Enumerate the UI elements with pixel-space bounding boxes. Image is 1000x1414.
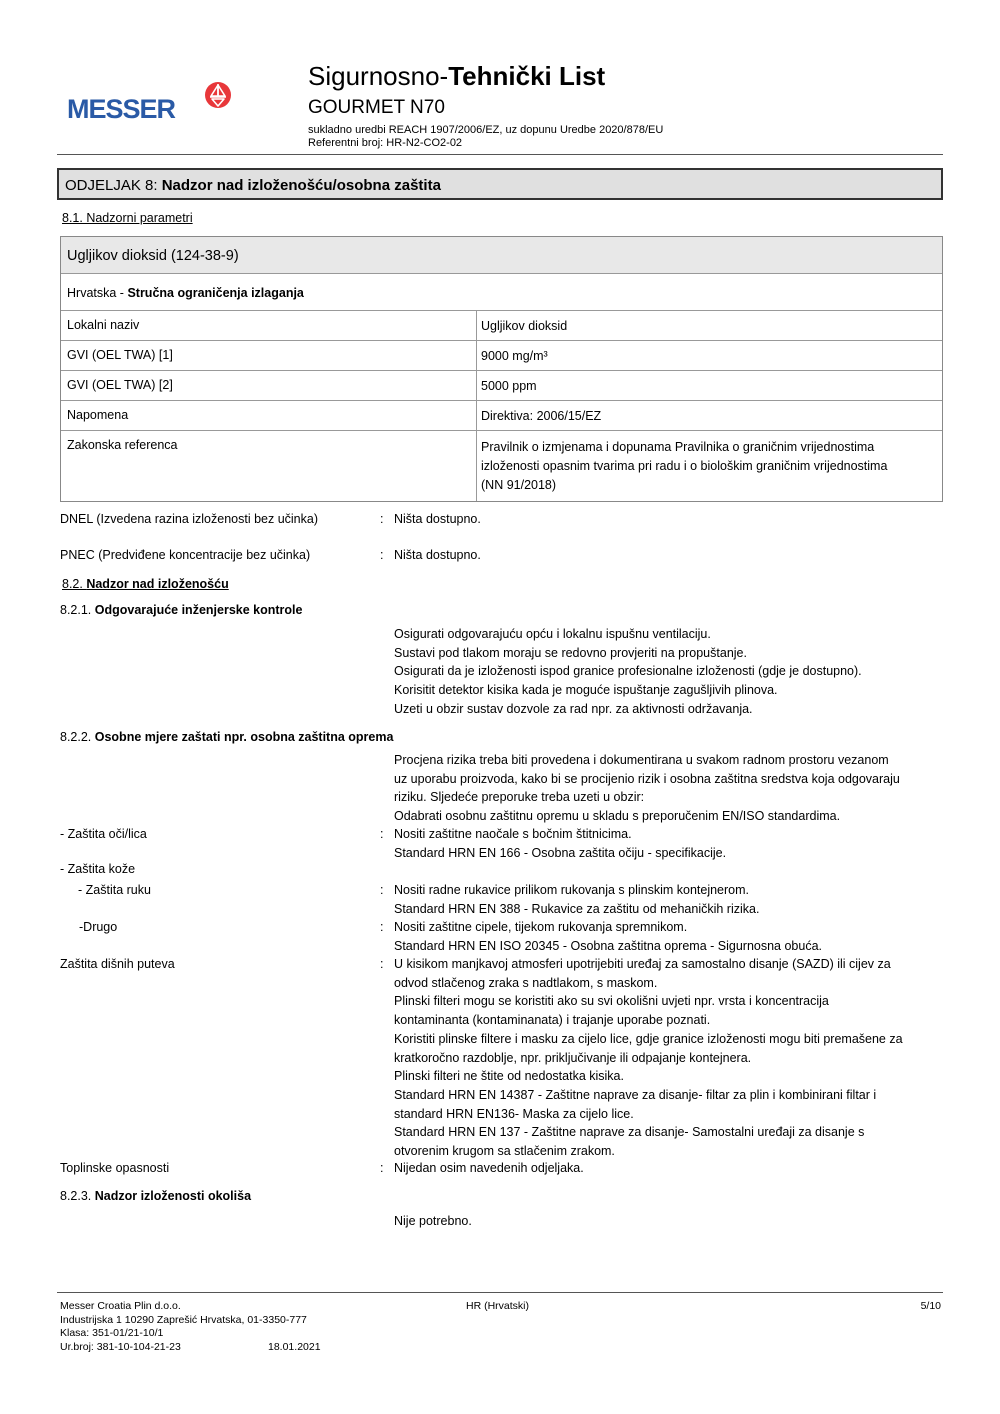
row-value: Direktiva: 2006/15/EZ: [481, 409, 602, 423]
heading-title: Osobne mjere zaštati npr. osobna zaštitna oprema: [94, 730, 394, 744]
dnel-label: DNEL (Izvedena razina izloženosti bez učinka): [60, 512, 318, 526]
text-line: otvorenim krugom sa stlačenim zrakom.: [394, 1144, 615, 1159]
engineering-controls-text: [394, 625, 862, 719]
hand-protection-entry: [60, 881, 945, 918]
exposure-limits-table: [60, 236, 943, 502]
heading-title: Nadzor nad izloženošću: [86, 577, 229, 591]
row-value: Ugljikov dioksid: [481, 319, 568, 333]
header-divider: [57, 154, 943, 155]
text-line: riziku. Sljedeće preporuke treba uzeti u obzir:: [394, 790, 645, 805]
country-limits-header: [61, 274, 942, 311]
heading-number: 8.2.3.: [60, 1189, 95, 1203]
text-line: Nositi zaštitne naočale s bočnim štitnicima.: [394, 827, 632, 841]
section-header: [57, 168, 943, 200]
footer-language: HR (Hrvatski): [466, 1300, 529, 1312]
value-line: Pravilnik o izmjenama i dopunama Pravilnika o graničnim vrijednostima: [481, 440, 875, 454]
heading-number: 8.2.: [62, 577, 87, 591]
text-line: U kisikom manjkavoj atmosferi upotrijebiti uređaj za samostalno disanje (SAZD) ili cijev za: [394, 957, 891, 971]
heading-title: Odgovarajuće inženjerske kontrole: [94, 603, 303, 617]
text-line: Standard HRN EN ISO 20345 - Osobna zaštitna oprema - Sigurnosna obuća.: [394, 938, 823, 953]
klasa: Klasa: 351-01/21-10/1: [60, 1327, 164, 1339]
limits-title: Stručna ograničenja izlaganja: [127, 286, 304, 300]
row-label: Lokalni naziv: [61, 311, 477, 340]
other-protection-entry: [60, 918, 945, 955]
text-line: standard HRN EN136- Maska za cijelo lice.: [394, 1106, 634, 1121]
row-label: Napomena: [61, 401, 477, 430]
heading-title: Nadzor izloženosti okoliša: [94, 1189, 252, 1203]
eye-protection-entry: [60, 825, 945, 862]
table-row: [61, 311, 942, 341]
dnel-entry: [60, 510, 945, 529]
row-label: Zakonska referenca: [61, 431, 477, 501]
row-label: GVI (OEL TWA) [2]: [61, 371, 477, 400]
separator: :: [380, 548, 384, 562]
text-line: Standard HRN EN 14387 - Zaštitne naprave za disanje- filtar za plin i kombinirani filtar i: [394, 1087, 877, 1102]
separator: :: [380, 1161, 384, 1175]
row-value: 9000 mg/m³: [481, 349, 548, 363]
subsection-8-2-1-heading: [60, 603, 302, 617]
text-line: Nositi zaštitne cipele, tijekom rukovanja spremnikom.: [394, 920, 688, 934]
logo-text: MESSER: [67, 94, 176, 124]
value-line: (NN 91/2018): [481, 478, 557, 492]
text-line: Plinski filteri ne štite od nedostatka kisika.: [394, 1069, 624, 1084]
reference-number: Referentni broj: HR-N2-CO2-02: [308, 137, 463, 149]
text-line: Sustavi pod tlakom moraju se redovno provjeriti na propuštanje.: [394, 645, 747, 660]
title-bold: Tehnički List: [448, 61, 606, 91]
separator: :: [380, 883, 384, 897]
regulation-info: [308, 124, 663, 150]
text-line: Koristiti plinske filtere i masku za cijelo lice, gdje granice izloženosti mogu biti premašene za: [394, 1031, 903, 1046]
text-line: Korisitit detektor kisika kada je moguće ispuštanje zagušljivih plinova.: [394, 683, 778, 698]
pnec-entry: [60, 546, 945, 565]
text-line: Nositi radne rukavice prilikom rukovanja s plinskim kontejnerom.: [394, 883, 749, 897]
text-line: Standard HRN EN 388 - Rukavice za zaštitu od mehaničkih rizika.: [394, 901, 760, 916]
table-row: [61, 371, 942, 401]
title-regular: Sigurnosno-: [308, 61, 449, 91]
text-line: Plinski filteri mogu se koristiti ako su svi okolišni uvjeti npr. vrsta i koncentracija: [394, 994, 829, 1009]
document-date: 18.01.2021: [268, 1340, 321, 1353]
ppe-intro-text: [394, 751, 900, 826]
other-protection-label: -Drugo: [79, 920, 118, 934]
separator: :: [380, 920, 384, 934]
footer-company-info: [60, 1300, 321, 1354]
separator: :: [380, 827, 384, 841]
eye-protection-label: - Zaštita oči/lica: [60, 827, 147, 841]
country-name: Hrvatska -: [67, 286, 128, 300]
separator: :: [380, 512, 384, 526]
dnel-value: Ništa dostupno.: [394, 512, 481, 526]
product-name: GOURMET N70: [308, 97, 445, 118]
text-line: Uzeti u obzir sustav dozvole za rad npr. za aktivnosti održavanja.: [394, 701, 753, 716]
thermal-hazards-entry: [60, 1159, 945, 1178]
pnec-label: PNEC (Predviđene koncentracije bez učinka): [60, 548, 311, 562]
row-value: [477, 431, 942, 501]
text-line: kontaminanta (kontaminanata) i trajanje uporabe poznati.: [394, 1013, 711, 1028]
heading-number: 8.2.2.: [60, 730, 95, 744]
subsection-8-2-3-heading: [60, 1189, 251, 1203]
section-title: Nadzor nad izloženošću/osobna zaštita: [161, 177, 441, 194]
row-value: 5000 ppm: [481, 379, 537, 393]
text-line: Osigurati da je izloženosti ispod granice profesionalne izloženosti (gdje je dostupno).: [394, 664, 862, 679]
table-row: [61, 341, 942, 371]
value-line: izloženosti opasnim tvarima pri radu i o biološkim graničnim vrijednostima: [481, 459, 888, 473]
subsection-8-2-heading: [62, 577, 229, 591]
hand-protection-label: - Zaštita ruku: [78, 883, 151, 897]
text-line: Standard HRN EN 137 - Zaštitne naprave za disanje- Samostalni uređaji za disanje s: [394, 1125, 865, 1140]
heading-number: 8.2.1.: [60, 603, 95, 617]
messer-logo-mark-icon: [203, 80, 233, 110]
text-line: Procjena rizika treba biti provedena i dokumentirana u svakom radnom prostoru vezanom: [394, 753, 889, 767]
text-line: Osigurati odgovarajuću opću i lokalnu ispušnu ventilaciju.: [394, 627, 711, 641]
thermal-hazards-label: Toplinske opasnosti: [60, 1161, 170, 1175]
respiratory-protection-entry: [60, 955, 945, 1161]
page-number: 5/10: [920, 1300, 941, 1312]
row-label: GVI (OEL TWA) [1]: [61, 341, 477, 370]
respiratory-protection-label: Zaštita dišnih puteva: [60, 957, 175, 971]
company-address: Industrijska 1 10290 Zaprešić Hrvatska, 01-3350-777: [60, 1313, 307, 1326]
footer-divider: [57, 1292, 943, 1293]
urbroj: Ur.broj: 381-10-104-21-23: [60, 1340, 181, 1353]
section-number: ODJELJAK 8:: [65, 177, 162, 194]
thermal-hazards-value: Nijedan osim navedenih odjeljaka.: [394, 1161, 584, 1175]
pnec-value: Ništa dostupno.: [394, 548, 481, 562]
company-name: Messer Croatia Plin d.o.o.: [60, 1300, 181, 1312]
document-title: [308, 60, 605, 92]
regulation-text: sukladno uredbi REACH 1907/2006/EZ, uz dopunu Uredbe 2020/878/EU: [308, 124, 664, 136]
skin-protection-label: - Zaštita kože: [60, 862, 136, 876]
separator: :: [380, 957, 384, 971]
environmental-control-value: Nije potrebno.: [394, 1214, 472, 1228]
text-line: uz uporabu proizvoda, kako bi se procijenio rizik i osobna zaštitna sredstva koja odgovaraju: [394, 771, 900, 786]
subsection-8-2-2-heading: [60, 730, 393, 744]
substance-header: Ugljikov dioksid (124-38-9): [61, 237, 942, 274]
messer-logo: [67, 80, 237, 124]
table-row: [61, 431, 942, 501]
text-line: Odabrati osobnu zaštitnu opremu u skladu s preporučenim EN/ISO standardima.: [394, 809, 841, 824]
text-line: odvod stlačenog zraka s nadtlakom, s maskom.: [394, 975, 658, 990]
text-line: kratkoročno razdoblje, npr. priključivanje ili odpajanje kontejnera.: [394, 1050, 752, 1065]
table-row: [61, 401, 942, 431]
text-line: Standard HRN EN 166 - Osobna zaštita očiju - specifikacije.: [394, 845, 727, 860]
subsection-8-1-heading: 8.1. Nadzorni parametri: [62, 211, 193, 225]
